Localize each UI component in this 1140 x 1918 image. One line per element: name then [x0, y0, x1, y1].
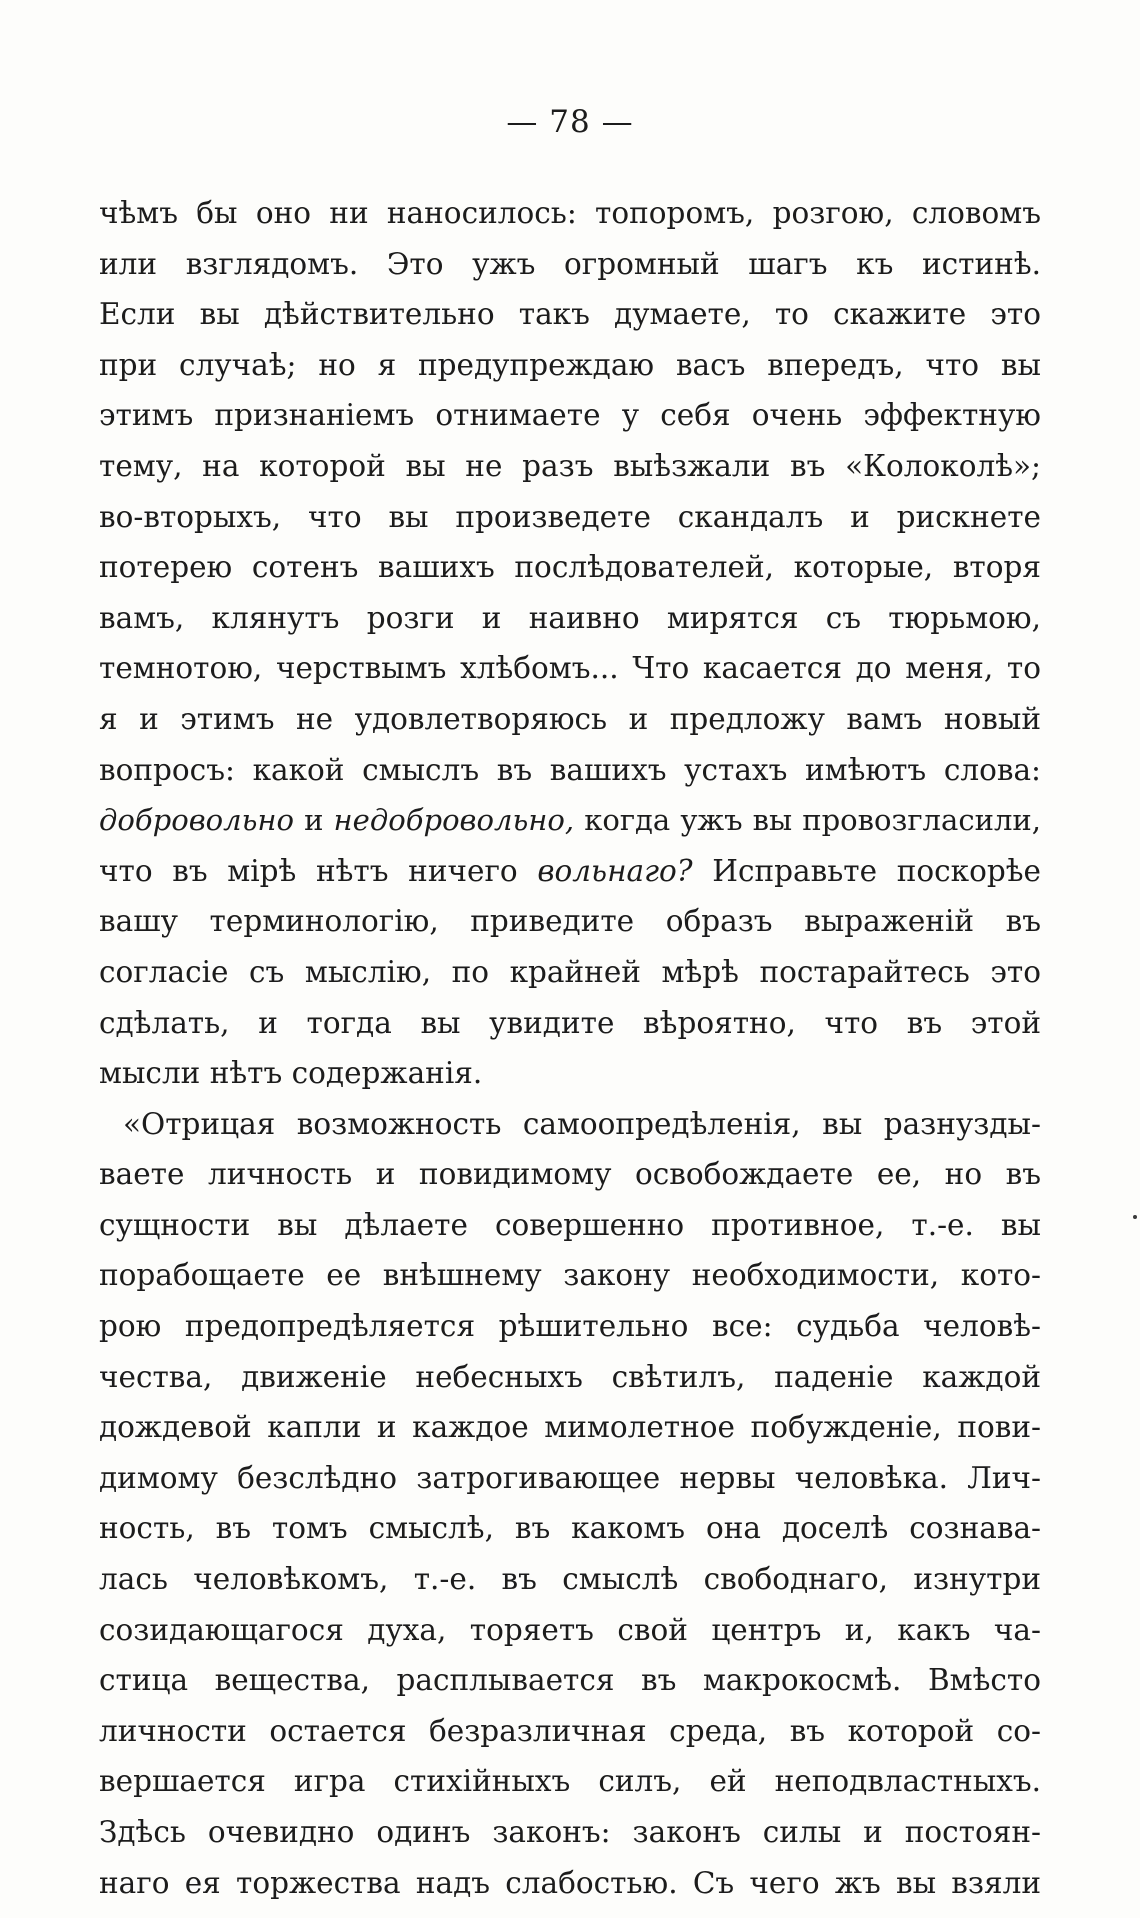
text-line	[99, 998, 1041, 1049]
text-segment: вершается игра стихійныхъ силъ, ей неподвластныхъ.	[99, 1764, 1041, 1799]
page-number: — 78 —	[506, 104, 634, 140]
text-line	[99, 1200, 1041, 1251]
text-line	[99, 340, 1041, 391]
text-line	[99, 1756, 1041, 1807]
text-segment: когда ужъ вы провозгласили,	[574, 803, 1042, 838]
text-line	[99, 1301, 1041, 1352]
text-line	[99, 441, 1041, 492]
text-segment: чества, движеніе небесныхъ свѣтилъ, паденіе каждой	[99, 1359, 1041, 1394]
text-line	[99, 1453, 1041, 1504]
italic-text: вольнаго?	[537, 853, 693, 888]
text-line	[99, 1655, 1041, 1706]
print-speck	[1133, 1215, 1137, 1219]
paragraph-1	[99, 188, 1041, 1099]
text-segment: или взглядомъ. Это ужъ огромный шагъ къ истинѣ.	[99, 246, 1041, 281]
text-segment: Здѣсь очевидно одинъ законъ: законъ силы и постоян-	[99, 1815, 1041, 1849]
text-line	[99, 239, 1041, 290]
text-segment: при случаѣ; но я предупреждаю васъ впередъ, что вы	[99, 347, 1041, 382]
text-segment: вопросъ: какой смыслъ въ вашихъ устахъ имѣютъ слова:	[99, 752, 1041, 787]
text-line	[99, 1149, 1041, 1200]
text-line	[99, 896, 1041, 947]
paragraph-2	[99, 1099, 1041, 1909]
text-segment: согласіе съ мыслію, по крайней мѣрѣ постарайтесь это	[99, 954, 1041, 989]
text-segment: Исправьте поскорѣе	[692, 853, 1041, 888]
text-line	[99, 1858, 1041, 1909]
text-segment: вашу терминологію, приведите образъ выраженій въ	[99, 904, 1041, 939]
text-segment: что въ мірѣ нѣтъ ничего	[99, 853, 538, 888]
text-line	[99, 289, 1041, 340]
text-segment: сдѣлать, и тогда вы увидите вѣроятно, что въ этой	[99, 1005, 1041, 1040]
italic-text: недобровольно,	[333, 803, 575, 838]
text-line	[99, 1250, 1041, 1301]
text-line	[99, 1706, 1041, 1757]
text-segment: и	[294, 803, 334, 838]
text-line	[99, 390, 1041, 441]
text-segment: этимъ признаніемъ отнимаете у себя очень эффектную	[99, 398, 1041, 433]
text-line	[99, 593, 1041, 644]
body-text	[99, 188, 1041, 1908]
text-segment: ваете личность и повидимому освобождаете ее, но въ	[99, 1157, 1041, 1192]
text-line	[99, 694, 1041, 745]
text-segment: дождевой капли и каждое мимолетное побужденіе, пови-	[99, 1410, 1041, 1445]
text-line	[99, 1554, 1041, 1605]
text-segment: наго ея торжества надъ слабостью. Съ чего жъ вы взяли	[99, 1865, 1041, 1900]
text-segment: созидающагося духа, торяетъ свой центръ и, какъ ча-	[99, 1612, 1041, 1647]
text-line	[99, 1807, 1041, 1858]
text-segment: димому безслѣдно затрогивающее нервы человѣка. Лич-	[99, 1460, 1041, 1495]
text-line	[99, 846, 1041, 897]
italic-text: добровольно	[99, 803, 295, 838]
text-segment: вамъ, клянутъ розги и наивно мирятся съ тюрьмою,	[99, 600, 1041, 635]
text-segment: личности остается безразличная среда, въ которой со-	[99, 1713, 1041, 1748]
text-line	[99, 188, 1041, 239]
text-line	[99, 947, 1041, 998]
text-line	[99, 745, 1041, 796]
text-segment: сущности вы дѣлаете совершенно противное, т.-е. вы	[99, 1207, 1041, 1242]
text-line	[99, 1048, 1041, 1099]
text-segment: «Отрицая возможность самоопредѣленія, вы разнузды-	[123, 1106, 1041, 1141]
text-segment: ность, въ томъ смыслѣ, въ какомъ она доселѣ сознава-	[99, 1511, 1041, 1546]
text-line	[99, 542, 1041, 593]
text-segment: чѣмъ бы оно ни наносилось: топоромъ, розгою, словомъ	[99, 196, 1041, 230]
text-line	[99, 643, 1041, 694]
text-segment: во-вторыхъ, что вы произведете скандалъ и рискнете	[99, 499, 1041, 534]
text-segment: темнотою, черствымъ хлѣбомъ... Что касается до меня, то	[99, 651, 1041, 686]
text-segment: Если вы дѣйствительно такъ думаете, то скажите это	[99, 297, 1041, 332]
text-line	[99, 492, 1041, 543]
text-segment: я и этимъ не удовлетворяюсь и предложу вамъ новый	[99, 701, 1041, 736]
text-line	[99, 1099, 1041, 1150]
text-line	[99, 795, 1041, 846]
text-segment: лась человѣкомъ, т.-е. въ смыслѣ свободнаго, изнутри	[99, 1562, 1041, 1597]
text-segment: потерею сотенъ вашихъ послѣдователей, которые, вторя	[99, 550, 1041, 585]
text-line	[99, 1605, 1041, 1656]
text-segment: тему, на которой вы не разъ выѣзжали въ «Колоколѣ»;	[99, 448, 1041, 483]
text-line	[99, 1352, 1041, 1403]
text-segment: рою предопредѣляется рѣшительно все: судьба человѣ-	[99, 1309, 1041, 1344]
text-segment: мысли нѣтъ содержанія.	[99, 1056, 483, 1091]
text-segment: порабощаете ее внѣшнему закону необходимости, кото-	[99, 1258, 1041, 1293]
text-line	[99, 1503, 1041, 1554]
text-segment: стица вещества, расплывается въ макрокосмѣ. Вмѣсто	[99, 1663, 1041, 1698]
text-line	[99, 1402, 1041, 1453]
